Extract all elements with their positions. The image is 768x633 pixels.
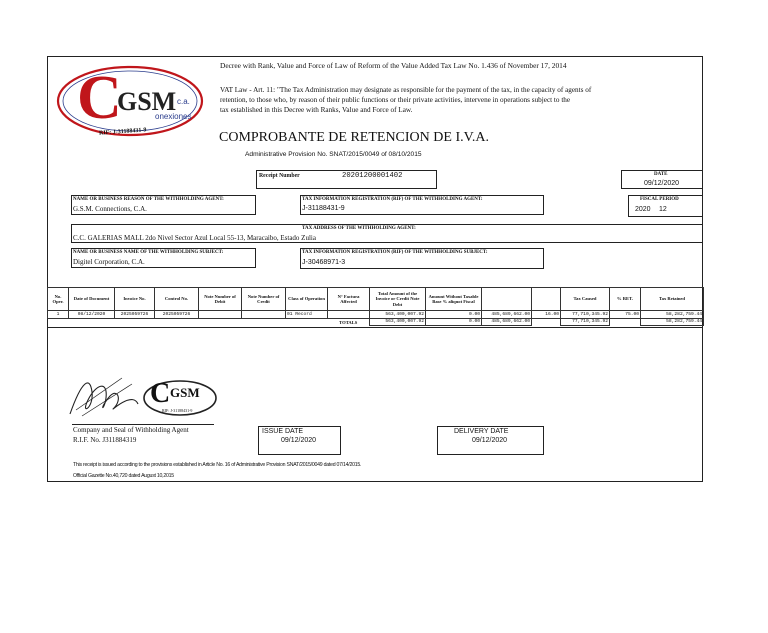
table-header-cell: % RET. <box>610 288 641 311</box>
table-header-cell: Total Amount of the Invoice or Credit Note Debt <box>370 288 426 311</box>
receipt-number: 20201200001402 <box>342 172 403 180</box>
table-cell: 0.00 <box>426 311 482 319</box>
seal-rif: RIF: J-31188431-9 <box>162 408 193 413</box>
provision-text: Administrative Provision No. SNAT/2015/0049 of 08/10/2015 <box>245 151 422 158</box>
table-cell: 75.00 <box>610 311 641 319</box>
table-header-cell <box>482 288 532 311</box>
table-cell: 485,689,662.00 <box>482 311 532 319</box>
date-label: DATE <box>654 172 668 177</box>
receipt-number-label: Receipt Number <box>259 173 300 179</box>
logo-suffix: c.a. <box>177 97 190 106</box>
subject-rif: J-30468971-3 <box>302 259 346 266</box>
logo-sub: onexiones <box>155 112 192 121</box>
totals-cell: 485,689,662.00 <box>482 319 532 326</box>
logo-letter: C <box>77 64 122 132</box>
receipt-date: 09/12/2020 <box>644 180 680 187</box>
logo-rif: RIF: J-31188431-9 <box>98 127 147 137</box>
fiscal-period-label: FISCAL PERIOD <box>640 197 679 202</box>
table-row <box>48 311 704 319</box>
totals-row <box>48 319 704 326</box>
logo-name: GSM <box>117 87 177 116</box>
table-cell <box>242 311 286 319</box>
agent-address-label: TAX ADDRESS OF THE WITHHOLDING AGENT: <box>302 226 416 231</box>
delivery-date-label: DELIVERY DATE <box>454 428 509 435</box>
table-cell <box>199 311 242 319</box>
signature-line <box>72 424 214 425</box>
signature-area <box>62 370 222 424</box>
vat-law-line-1: VAT Law - Art. 11: "The Tax Administration may designate as responsible for the payment of the tax, in the capacity of agents of <box>220 86 592 94</box>
table-cell: 77,710,345.92 <box>561 311 610 319</box>
totals-cell: 58,282,759.44 <box>641 319 704 326</box>
issue-date-label: ISSUE DATE <box>262 428 304 435</box>
table-cell: 01 Record <box>286 311 328 319</box>
company-logo <box>55 63 205 141</box>
agent-name: G.S.M. Connections, C.A. <box>73 205 147 213</box>
receipt-number-box <box>256 170 437 189</box>
issue-date: 09/12/2020 <box>281 437 317 444</box>
totals-label: TOTALS <box>339 319 358 325</box>
document-title: COMPROBANTE DE RETENCION DE I.V.A. <box>219 130 490 145</box>
totals-cell: 563,400,007.92 <box>370 319 426 326</box>
table-cell: 2025059726 <box>155 311 199 319</box>
table-bottom-divider <box>47 327 703 328</box>
table-header-cell: No. Oper. <box>48 288 69 311</box>
delivery-date-box <box>437 426 544 455</box>
fiscal-period-year: 2020 <box>635 206 651 213</box>
agent-name-box <box>71 195 256 215</box>
table-header-cell: Note Number of Debit <box>199 288 242 311</box>
seal-letter: C <box>150 378 171 409</box>
decree-text: Decree with Rank, Value and Force of Law of Reform of the Value Added Tax Law No. 1.436 of November 17, 2014 <box>220 61 567 70</box>
footer-note-2: Official Gazette No.40,720 dated August 10,2015 <box>73 473 174 479</box>
seal-name: GSM <box>170 385 200 400</box>
agent-rif: J-31188431-9 <box>302 205 345 212</box>
totals-cell <box>532 319 561 326</box>
subject-name: Digitel Corporation, C.A. <box>73 258 145 266</box>
subject-name-box <box>71 248 256 268</box>
table-cell: 1 <box>48 311 69 319</box>
subject-name-label: NAME OR BUSINESS NAME OF THE WITHHOLDING SUBJECT: <box>73 250 224 255</box>
table-header-cell: Tax Caused <box>561 288 610 311</box>
withholding-table <box>47 287 704 326</box>
agent-address-box <box>71 224 703 243</box>
vat-law-line-2: retention, to those who, by reason of their public functions or their private activities, intervene in operations subject to the <box>220 96 571 104</box>
rif-caption: R.I.F. No. J311884319 <box>73 436 137 444</box>
table-header-cell: Date of Document <box>69 288 115 311</box>
table-header-row <box>48 288 704 311</box>
table-header-cell: Note Number of Credit <box>242 288 286 311</box>
table-cell: 563,400,007.92 <box>370 311 426 319</box>
subject-rif-label: TAX INFORMATION REGISTRATION (RIF) OF THE WITHHOLDING SUBJECT: <box>302 250 488 255</box>
table-header-cell: Tax Retained <box>641 288 704 311</box>
agent-name-label: NAME OR BUSINESS REASON OF THE WITHHOLDING AGENT: <box>73 197 224 202</box>
table-cell: 08/12/2020 <box>69 311 115 319</box>
totals-cell: 77,710,345.92 <box>561 319 610 326</box>
table-cell <box>328 311 370 319</box>
totals-cell <box>610 319 641 326</box>
issue-date-box <box>258 426 341 455</box>
date-box <box>621 170 703 189</box>
footer-note-1: This receipt is issued according to the provisions established in Article No. 16 of Administrative Provision SNAT/2015/0049 dated 07/14/2015. <box>73 462 362 468</box>
agent-rif-box <box>300 195 544 215</box>
agent-address: C.C. GALERIAS MALL 2do Nivel Sector Azul Local 55-13, Maracaibo, Estado Zulia <box>73 234 316 242</box>
table-cell: 2025059726 <box>115 311 155 319</box>
subject-rif-box <box>300 248 544 269</box>
table-header-cell: N° Factura Affected <box>328 288 370 311</box>
fiscal-period-month: 12 <box>659 206 667 213</box>
table-header-cell <box>532 288 561 311</box>
table-header-cell: Control No. <box>155 288 199 311</box>
fiscal-period-box <box>628 195 703 217</box>
table-header-cell: Class of Operation <box>286 288 328 311</box>
table-cell: 16.00 <box>532 311 561 319</box>
table-cell: 58,282,759.44 <box>641 311 704 319</box>
delivery-date: 09/12/2020 <box>472 437 508 444</box>
table-header-cell: Amount Without Taxable Base % aliquot Fiscal <box>426 288 482 311</box>
table-header-cell: Invoice No. <box>115 288 155 311</box>
agent-rif-label: TAX INFORMATION REGISTRATION (RIF) OF THE WITHHOLDING AGENT: <box>302 197 483 202</box>
totals-cell: 0.00 <box>426 319 482 326</box>
seal-caption: Company and Seal of Withholding Agent <box>73 426 189 434</box>
vat-law-line-3: tax established in this Decree with Ranks, Value and Force of Law. <box>220 106 413 114</box>
